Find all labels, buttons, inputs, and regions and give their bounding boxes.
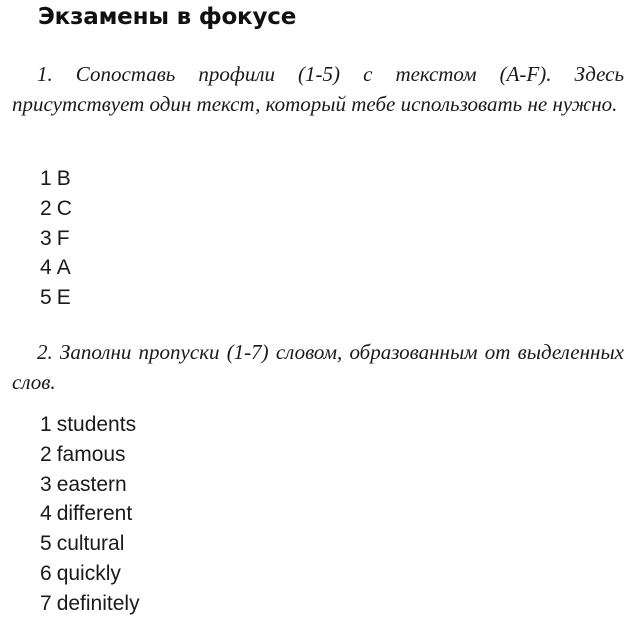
- answer-number: 3: [40, 226, 52, 250]
- answer-number: 1: [40, 413, 52, 436]
- task1-answer-item: [40, 253, 72, 283]
- answer-value: A: [56, 256, 71, 280]
- answer-number: 1: [40, 167, 52, 190]
- answer-value: students: [56, 413, 137, 436]
- task2-answer-item: [40, 589, 140, 619]
- answer-value: B: [56, 167, 71, 190]
- task1-answer-item: [40, 194, 72, 224]
- task1-answer-item: [40, 283, 72, 313]
- task2-instruction: 2. Заполни пропуски (1-7) словом, образованным от выделенных слов.: [12, 340, 624, 394]
- task2-answer-list: [40, 410, 140, 619]
- task2-answer-item: [40, 410, 140, 440]
- answer-number: 3: [40, 472, 52, 496]
- answer-number: 2: [40, 442, 52, 466]
- answer-value: eastern: [56, 472, 127, 496]
- task1-answer-list: [40, 164, 72, 313]
- answer-value: different: [56, 502, 133, 526]
- answer-value: E: [56, 286, 71, 310]
- answer-value: definitely: [56, 591, 140, 615]
- answer-value: cultural: [56, 532, 125, 556]
- answer-number: 6: [40, 561, 52, 585]
- answer-number: 4: [40, 256, 52, 280]
- answer-value: famous: [56, 442, 126, 466]
- task2-answer-item: [40, 499, 140, 529]
- section-title: Экзамены в фокусе: [38, 4, 297, 30]
- answer-number: 5: [40, 532, 52, 556]
- task1-answer-item: [40, 164, 72, 194]
- answer-value: quickly: [56, 561, 121, 585]
- answer-number: 5: [40, 286, 52, 310]
- answer-number: 4: [40, 502, 52, 526]
- answer-number: 2: [40, 196, 52, 220]
- task2-answer-item: [40, 529, 140, 559]
- answer-value: F: [56, 226, 70, 250]
- answer-number: 7: [40, 591, 52, 615]
- task1-instruction: 1. Сопоставь профили (1-5) с текстом (A-F). Здесь присутствует один текст, который тебе использовать не нужно.: [12, 62, 624, 116]
- task1-answer-item: [40, 224, 72, 254]
- answer-value: C: [56, 196, 72, 220]
- task2-answer-item: [40, 559, 140, 589]
- task2-answer-item: [40, 440, 140, 470]
- task2-answer-item: [40, 470, 140, 500]
